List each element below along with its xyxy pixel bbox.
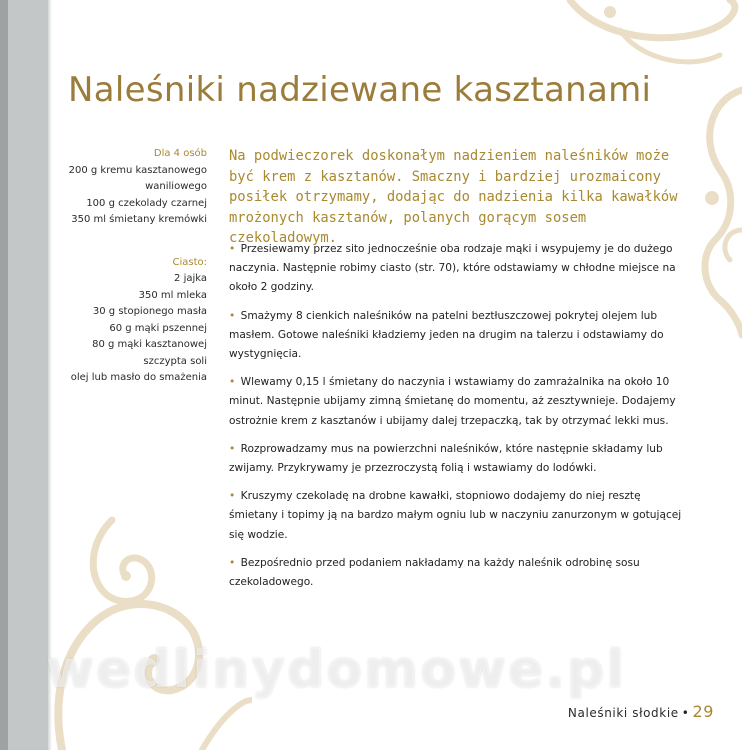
- bullet-icon: •: [229, 376, 236, 389]
- book-spine-shadow: [0, 0, 8, 750]
- bottom-left-swirl-ornament: [52, 500, 252, 750]
- page-footer: [568, 702, 714, 721]
- ingredient-item: waniliowego: [145, 181, 207, 192]
- step-text: Bezpośrednio przed podaniem nakładamy na każdy naleśnik odrobinę sosu czekoladowego.: [229, 556, 640, 589]
- page-number: 29: [692, 702, 714, 721]
- ingredient-item: 100 g czekolady czarnej: [86, 197, 207, 209]
- recipe-title: Naleśniki nadziewane kasztanami: [68, 70, 652, 110]
- step-text: Wlewamy 0,15 l śmietany do naczynia i wstawiamy do zamrażalnika na około 10 minut. Następnie ubijamy zimną śmietanę do momentu, aż zesztywnieje. Dodajemy ostrożnie krem z kasztanów i ubijamy dalej trzepaczką, tak by otrzymać lekki mus.: [229, 376, 676, 427]
- ingredient-item: szczypta soli: [143, 355, 207, 367]
- steps-list: [229, 240, 691, 601]
- step-item: [229, 373, 691, 431]
- book-spine: [8, 0, 48, 750]
- ingredient-item: olej lub masło do smażenia: [70, 372, 207, 383]
- step-item: [229, 307, 691, 365]
- ingredient-item: 350 ml śmietany kremówki: [71, 214, 207, 225]
- ingredient-item: 2 jajka: [174, 273, 207, 284]
- bullet-icon: •: [229, 556, 236, 569]
- footer-separator: •: [681, 706, 690, 720]
- ingredient-item: 200 g kremu kasztanowego: [68, 164, 207, 176]
- footer-section-title: Naleśniki słodkie: [567, 706, 679, 720]
- step-text: Kruszymy czekoladę na drobne kawałki, stopniowo dodajemy do niej resztę śmietany i topimy ją na bardzo małym ogniu lub w naczyniu zanurzonym w gotującej się wodzie.: [229, 490, 682, 541]
- step-item: [229, 240, 691, 298]
- bullet-icon: •: [229, 243, 236, 255]
- step-item: [229, 554, 691, 592]
- ingredient-item: 350 ml mleka: [138, 289, 207, 301]
- servings-label: Dla 4 osób: [153, 148, 207, 159]
- dough-label: Ciasto:: [172, 256, 207, 268]
- step-item: [229, 440, 691, 478]
- right-swirl-ornament: [690, 80, 742, 340]
- bullet-icon: •: [229, 309, 236, 322]
- bullet-icon: •: [229, 442, 236, 455]
- ingredients-column: [62, 146, 207, 387]
- bullet-icon: •: [229, 490, 236, 503]
- ingredient-item: 30 g stopionego masła: [92, 306, 207, 317]
- step-text: Rozprowadzamy mus na powierzchni naleśników, które następnie składamy lub zwijamy. Przykrywamy je przezroczystą folią i wstawiamy do lodówki.: [229, 442, 663, 475]
- recipe-intro: Na podwieczorek doskonałym nadzieniem naleśników może być krem z kasztanów. Smaczny i bardziej urozmaicony posiłek otrzymamy, dodając do nadzienia kilka kawałków mrożonych kasztanów, polanych gorącym sosem czekoladowym.: [229, 148, 678, 246]
- spacer: [62, 229, 207, 255]
- step-text: Przesiewamy przez sito jednocześnie oba rodzaje mąki i wsypujemy je do dużego naczynia. Następnie robimy ciasto (str. 70), które odstawiamy w chłodne miejsce na około 2 godziny.: [229, 243, 676, 294]
- watermark-text: wedlinydomowe.pl: [46, 640, 627, 700]
- ingredient-item: 60 g mąki pszennej: [109, 322, 207, 334]
- ingredient-item: 80 g mąki kasztanowej: [92, 339, 207, 350]
- step-text: Smażymy 8 cienkich naleśników na patelni beztłuszczowej pokrytej olejem lub masłem. Gotowe naleśniki kładziemy jeden na drugim na talerzu i odstawiamy do wystygnięcia.: [229, 309, 664, 361]
- step-item: [229, 487, 691, 545]
